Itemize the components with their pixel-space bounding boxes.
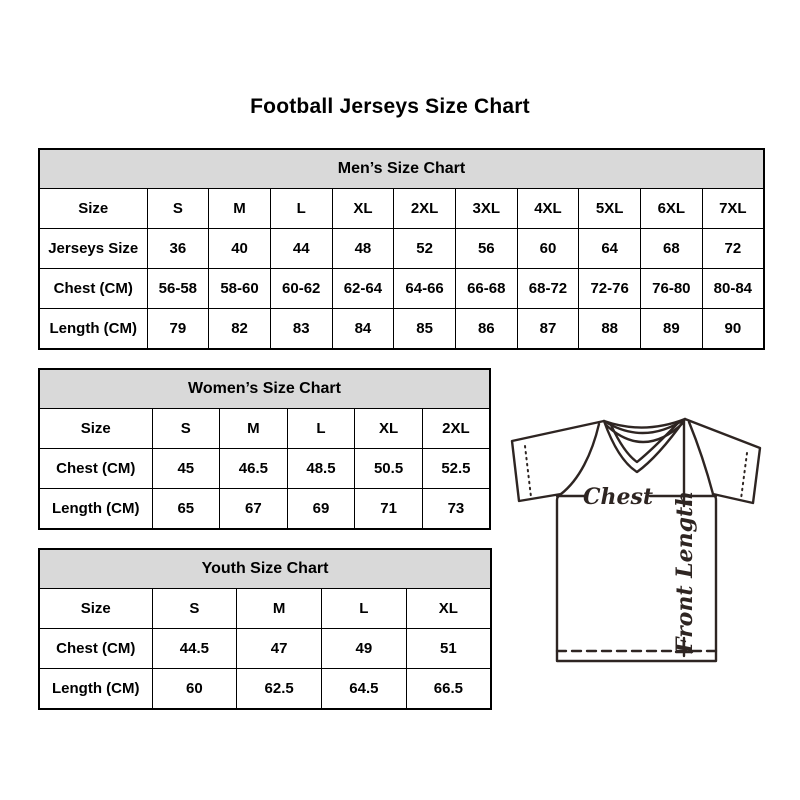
table-row bbox=[39, 489, 490, 530]
womens-size-table bbox=[38, 368, 491, 530]
cell-value: 68-72 bbox=[517, 269, 579, 309]
cell-value: M bbox=[237, 589, 322, 629]
cell-value: 64-66 bbox=[394, 269, 456, 309]
chest-label: Chest bbox=[582, 484, 654, 510]
cell-value: 62.5 bbox=[237, 669, 322, 710]
table-title: Men’s Size Chart bbox=[39, 149, 764, 189]
cell-value: 44.5 bbox=[152, 629, 237, 669]
row-label: Chest (CM) bbox=[39, 269, 147, 309]
cell-value: 66-68 bbox=[455, 269, 517, 309]
cell-value: 56-58 bbox=[147, 269, 209, 309]
row-label: Length (CM) bbox=[39, 669, 152, 710]
mens-size-table bbox=[38, 148, 765, 350]
row-label: Size bbox=[39, 589, 152, 629]
jersey-measurement-diagram bbox=[504, 404, 770, 670]
cell-value: S bbox=[147, 189, 209, 229]
cell-value: S bbox=[152, 409, 220, 449]
youth-size-table bbox=[38, 548, 492, 710]
cell-value: 64.5 bbox=[322, 669, 407, 710]
cell-value: 5XL bbox=[579, 189, 641, 229]
cell-value: L bbox=[287, 409, 355, 449]
row-label: Size bbox=[39, 189, 147, 229]
cell-value: XL bbox=[355, 409, 423, 449]
cell-value: 80-84 bbox=[702, 269, 764, 309]
cell-value: 66.5 bbox=[406, 669, 491, 710]
front-length-label: Front Length bbox=[672, 490, 698, 654]
cell-value: 40 bbox=[209, 229, 271, 269]
cell-value: 56 bbox=[455, 229, 517, 269]
cell-value: 60 bbox=[517, 229, 579, 269]
cell-value: 69 bbox=[287, 489, 355, 530]
cell-value: 6XL bbox=[641, 189, 703, 229]
cell-value: XL bbox=[332, 189, 394, 229]
cell-value: 45 bbox=[152, 449, 220, 489]
cell-value: 3XL bbox=[455, 189, 517, 229]
cell-value: M bbox=[220, 409, 288, 449]
cell-value: 48 bbox=[332, 229, 394, 269]
table-title: Youth Size Chart bbox=[39, 549, 491, 589]
cell-value: 36 bbox=[147, 229, 209, 269]
cell-value: 51 bbox=[406, 629, 491, 669]
cell-value: 7XL bbox=[702, 189, 764, 229]
row-label: Length (CM) bbox=[39, 489, 152, 530]
row-label: Jerseys Size bbox=[39, 229, 147, 269]
table-title: Women’s Size Chart bbox=[39, 369, 490, 409]
cell-value: 65 bbox=[152, 489, 220, 530]
cell-value: 52 bbox=[394, 229, 456, 269]
cell-value: 2XL bbox=[422, 409, 490, 449]
row-label: Chest (CM) bbox=[39, 449, 152, 489]
table-row bbox=[39, 449, 490, 489]
table-row bbox=[39, 309, 764, 350]
cell-value: 46.5 bbox=[220, 449, 288, 489]
table-row bbox=[39, 229, 764, 269]
table-header-row bbox=[39, 549, 491, 589]
page-title: Football Jerseys Size Chart bbox=[250, 95, 530, 118]
jersey-illustration bbox=[504, 404, 770, 670]
size-table bbox=[38, 368, 491, 530]
cell-value: 2XL bbox=[394, 189, 456, 229]
cell-value: 72 bbox=[702, 229, 764, 269]
cell-value: 60 bbox=[152, 669, 237, 710]
cell-value: 58-60 bbox=[209, 269, 271, 309]
cell-value: 85 bbox=[394, 309, 456, 350]
row-label: Size bbox=[39, 409, 152, 449]
cell-value: 44 bbox=[270, 229, 332, 269]
table-row bbox=[39, 669, 491, 710]
cell-value: 76-80 bbox=[641, 269, 703, 309]
table-row bbox=[39, 189, 764, 229]
table-header-row bbox=[39, 149, 764, 189]
cell-value: 67 bbox=[220, 489, 288, 530]
row-label: Length (CM) bbox=[39, 309, 147, 350]
cell-value: 68 bbox=[641, 229, 703, 269]
cell-value: 73 bbox=[422, 489, 490, 530]
cell-value: 79 bbox=[147, 309, 209, 350]
table-row bbox=[39, 269, 764, 309]
cell-value: 84 bbox=[332, 309, 394, 350]
table-row bbox=[39, 409, 490, 449]
cell-value: M bbox=[209, 189, 271, 229]
table-row bbox=[39, 589, 491, 629]
size-table bbox=[38, 148, 765, 350]
cell-value: 88 bbox=[579, 309, 641, 350]
row-label: Chest (CM) bbox=[39, 629, 152, 669]
cell-value: 47 bbox=[237, 629, 322, 669]
right-cuff-stitch bbox=[741, 453, 747, 499]
cell-value: 86 bbox=[455, 309, 517, 350]
cell-value: S bbox=[152, 589, 237, 629]
cell-value: 50.5 bbox=[355, 449, 423, 489]
cell-value: XL bbox=[406, 589, 491, 629]
cell-value: 60-62 bbox=[270, 269, 332, 309]
cell-value: 62-64 bbox=[332, 269, 394, 309]
cell-value: 64 bbox=[579, 229, 641, 269]
cell-value: L bbox=[270, 189, 332, 229]
cell-value: 90 bbox=[702, 309, 764, 350]
cell-value: L bbox=[322, 589, 407, 629]
table-header-row bbox=[39, 369, 490, 409]
cell-value: 87 bbox=[517, 309, 579, 350]
cell-value: 49 bbox=[322, 629, 407, 669]
cell-value: 72-76 bbox=[579, 269, 641, 309]
cell-value: 89 bbox=[641, 309, 703, 350]
cell-value: 82 bbox=[209, 309, 271, 350]
table-row bbox=[39, 629, 491, 669]
cell-value: 4XL bbox=[517, 189, 579, 229]
cell-value: 48.5 bbox=[287, 449, 355, 489]
left-cuff-stitch bbox=[525, 446, 531, 497]
cell-value: 71 bbox=[355, 489, 423, 530]
jersey-outline bbox=[512, 419, 760, 661]
cell-value: 83 bbox=[270, 309, 332, 350]
size-table bbox=[38, 548, 492, 710]
cell-value: 52.5 bbox=[422, 449, 490, 489]
